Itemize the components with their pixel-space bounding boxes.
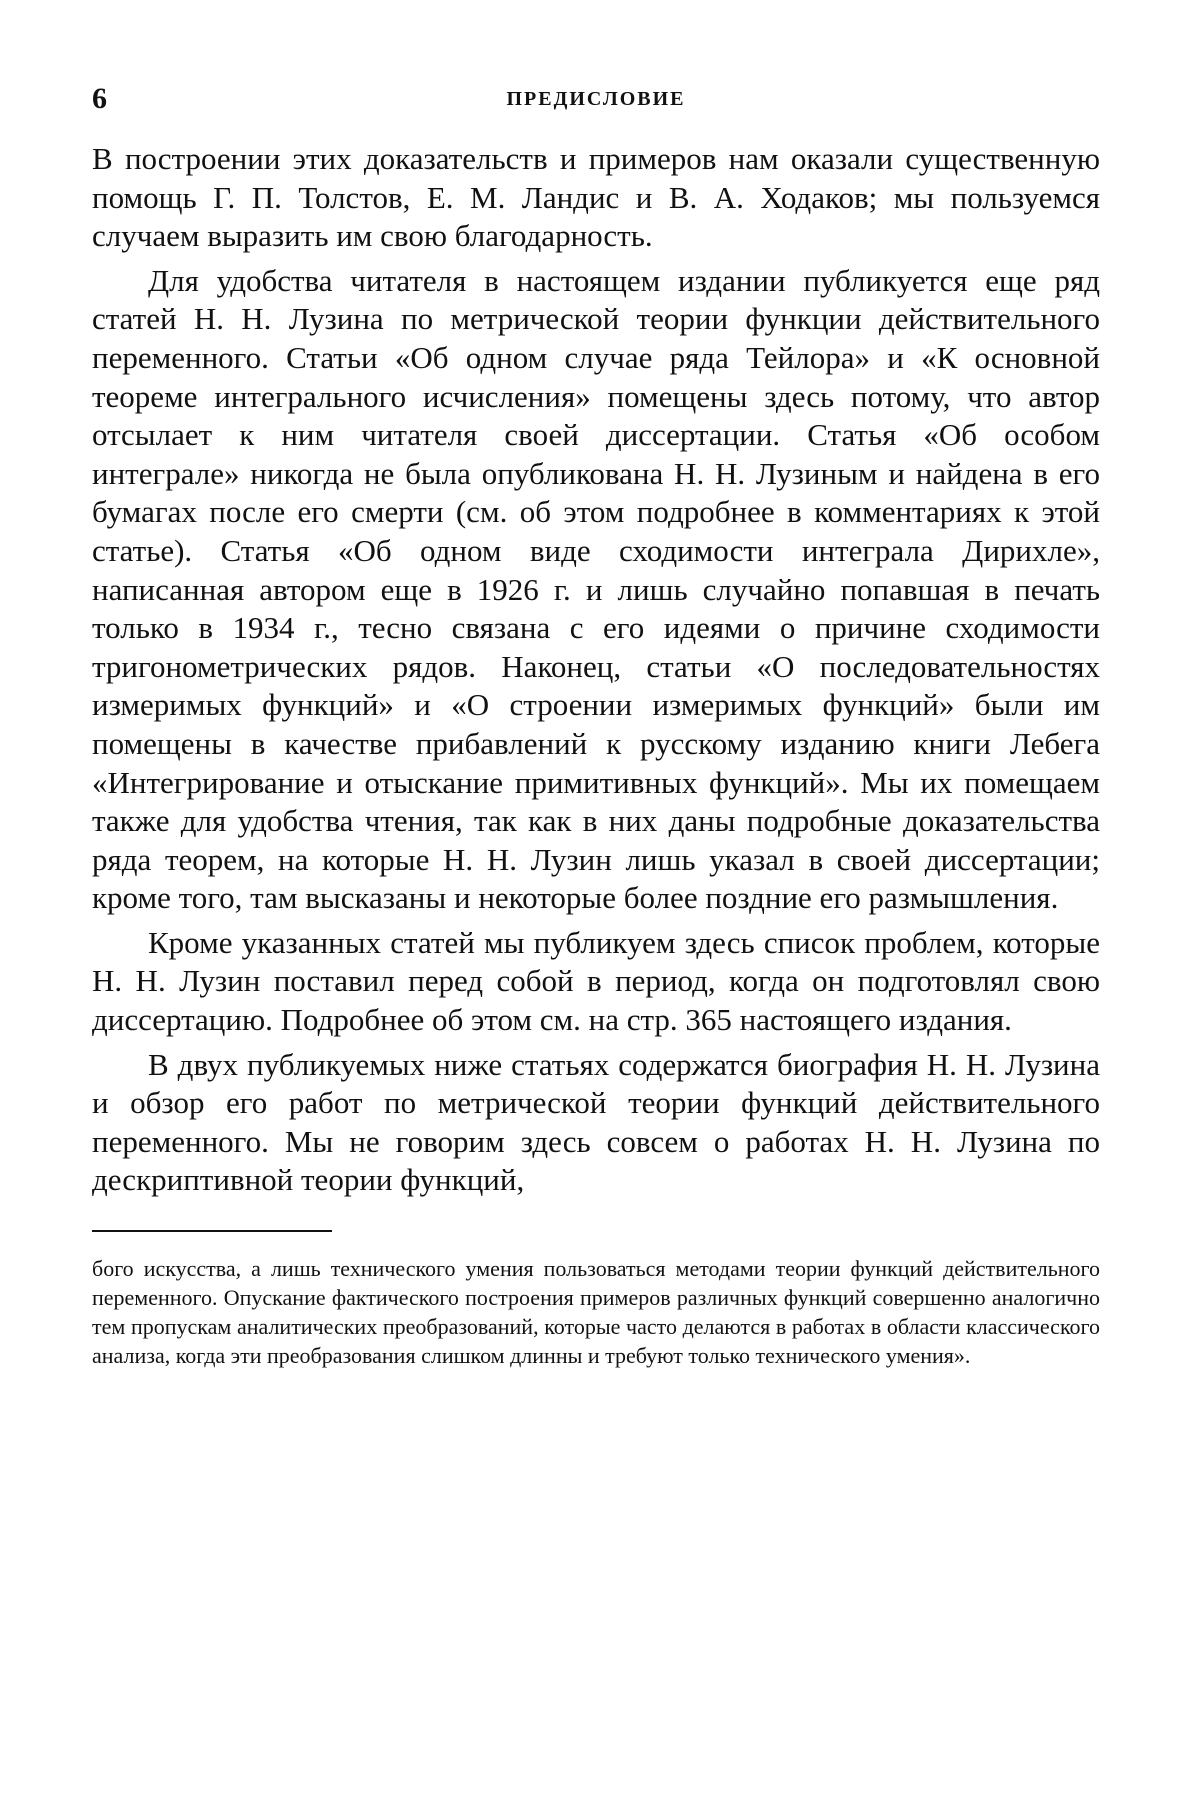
footnote: бого искусства, а лишь технического умения пользоваться методами теории функций действительного переменного. Опускание фактического построения примеров различных функций совершенно аналогично тем пропускам аналитических преобразований, которые часто делаются в работах в области классического анализа, когда эти преобразования слишком длинны и требуют только технического умения».: [92, 1256, 1100, 1369]
paragraph-2: Для удобства читателя в настоящем издании публикуется еще ряд статей Н. Н. Лузина по метрической теории функции действительного переменного. Статьи «Об одном случае ряда Тейлора» и «К основной теореме интегрального исчисления» помещены здесь потому, что автор отсылает к ним читателя своей диссертации. Статья «Об особом интеграле» никогда не была опубликована Н. Н. Лузиным и найдена в его бумагах после его смерти (см. об этом подробнее в комментариях к этой статье). Статья «Об одном виде сходимости интеграла Дирихле», написанная автором еще в 1926 г. и лишь случайно попавшая в печать только в 1934 г., тесно связана с его идеями о причине сходимости тригонометрических рядов. Наконец, статьи «О последовательностях измеримых функций» и «О строении измеримых функций» были им помещены в качестве прибавлений к русскому изданию книги Лебега «Интегрирование и отыскание примитивных функций». Мы их помещаем также для удобства чтения, так как в них даны подробные доказательства ряда теорем, на которые Н. Н. Лузин лишь указал в своей диссертации; кроме того, там высказаны и некоторые более поздние его размышления.: [92, 262, 1100, 916]
footnote-divider: [92, 1230, 332, 1232]
page-number: 6: [92, 82, 107, 115]
paragraph-4: В двух публикуемых ниже статьях содержатся биография Н. Н. Лузина и обзор его работ по метрической теории функций действительного переменного. Мы не говорим здесь совсем о работах Н. Н. Лузина по дескриптивной теории функций,: [92, 1046, 1100, 1198]
paragraph-1: В построении этих доказательств и примеров нам оказали существенную помощь Г. П. Толстов, Е. М. Ландис и В. А. Ходаков; мы пользуемся случаем выразить им свою благодарность.: [92, 141, 1100, 254]
book-page: [92, 82, 1100, 1370]
running-head: [92, 82, 1100, 130]
running-title: ПРЕДИСЛОВИЕ: [506, 88, 686, 110]
main-text: [92, 140, 1100, 1200]
paragraph-3: Кроме указанных статей мы публикуем здесь список проблем, которые Н. Н. Лузин поставил перед собой в период, когда он подготовлял свою диссертацию. Подробнее об этом см. на стр. 365 настоящего издания.: [92, 924, 1100, 1038]
